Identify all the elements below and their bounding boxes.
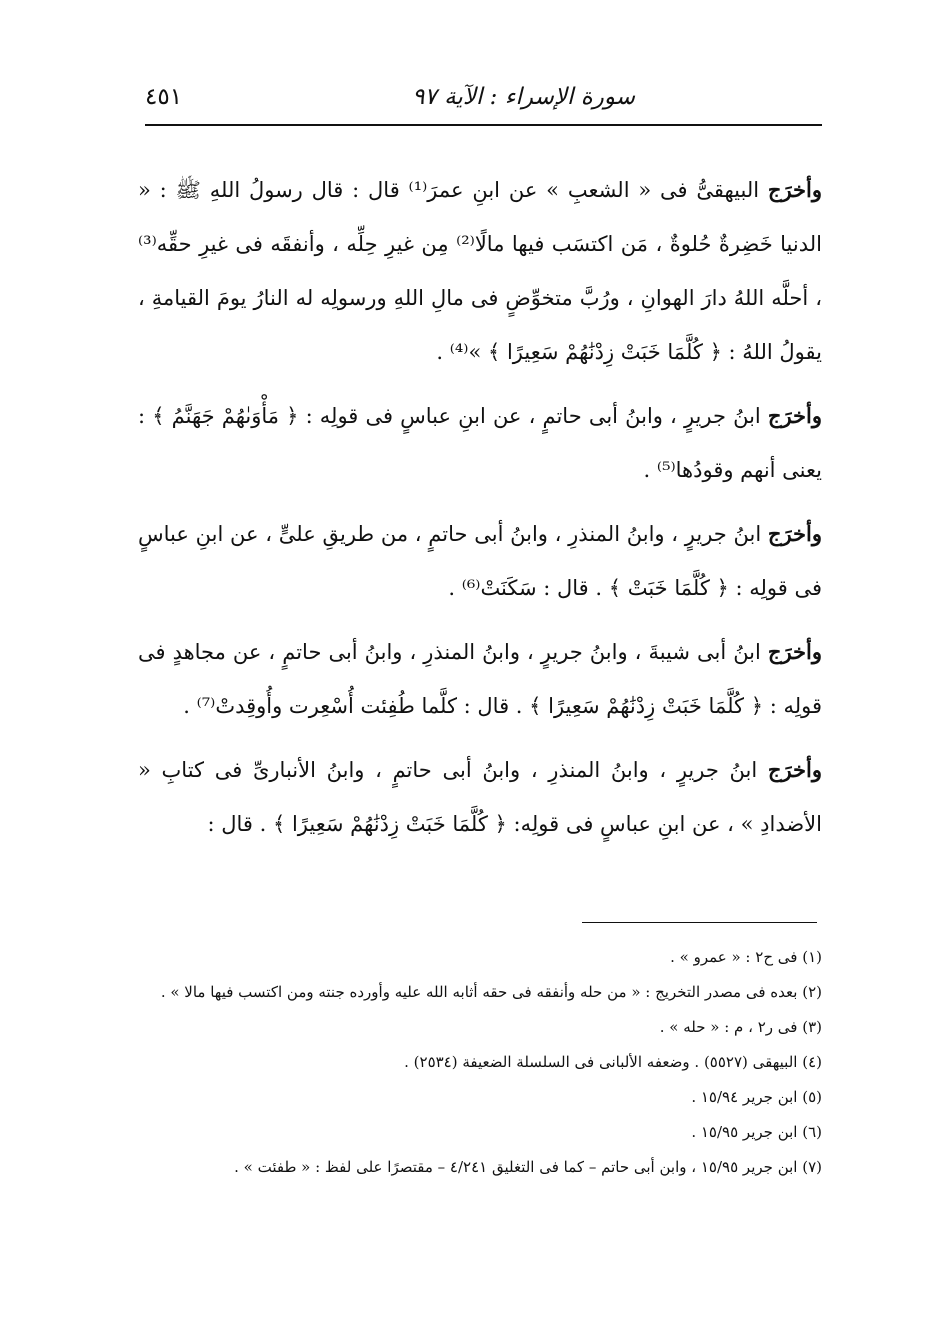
paragraph-lead-word: وأخرَج — [767, 521, 822, 546]
footnote: (١) فى ح٢ : « عمرو » . — [670, 948, 822, 966]
paragraph-text: البيهقىُّ فى « الشعبِ » عن ابنِ عمرَ⁽¹⁾ قال : قال رسولُ اللهِ ﷺ : « الدنيا خَضِرةٌ حُلوةٌ ، مَن اكتسَب فيها مالًا⁽²⁾ مِن غيرِ حِلِّه ، وأنفقَه فى غيرِ حقِّه⁽³⁾ ، أحلَّه اللهُ دارَ الهوانِ ، ورُبَّ متخوِّضٍ فى مالِ اللهِ ورسولِه له النارُ يومَ القيامةِ ، يقولُ اللهُ : ﴿ كُلَّمَا خَبَتْ زِدْنَٰهُمْ سَعِيرًا ﴾ »⁽⁴⁾ . — [138, 178, 822, 364]
header-rule — [145, 124, 822, 126]
footnote: (٦) ابن جرير ١٥/٩٥ . — [691, 1123, 822, 1141]
footnotes — [138, 940, 822, 1185]
paragraph-text: ابنُ جريرٍ ، وابنُ المنذرِ ، وابنُ أبى حاتمٍ ، وابنُ الأنبارىِّ فى كتابِ « الأضدادِ » ، عن ابنِ عباسٍ فى قولِه: ﴿ كُلَّمَا خَبَتْ زِدْنَٰهُمْ سَعِيرًا ﴾ . قال : — [138, 758, 822, 836]
footnote: (٣) فى ر٢ ، م : « حله » . — [659, 1018, 822, 1036]
paragraph — [138, 743, 822, 851]
paragraph-lead-word: وأخرَج — [767, 403, 822, 428]
running-title: سورة الإسراء : الآية ٩٧ — [412, 84, 635, 110]
paragraph-lead-word: وأخرَج — [767, 757, 822, 782]
paragraph — [138, 389, 822, 497]
footnote: (٢) بعده فى مصدر التخريج : « من حله وأنفقه فى حقه أثابه الله عليه وأورده جنته ومن اكتسب فيها مالا » . — [160, 983, 822, 1001]
paragraph-lead-word: وأخرَج — [767, 639, 822, 664]
paragraph — [138, 625, 822, 733]
page-number: ٤٥١ — [145, 84, 183, 110]
paragraph — [138, 163, 822, 379]
paragraph — [138, 507, 822, 615]
footnote-separator — [582, 922, 817, 923]
paragraph-text: ابنُ جريرٍ ، وابنُ المنذرِ ، وابنُ أبى حاتمٍ ، من طريقِ علىٍّ ، عن ابنِ عباسٍ فى قولِه : ﴿ كُلَّمَا خَبَتْ ﴾ . قال : سَكَنَتْ⁽⁶⁾ . — [138, 522, 822, 600]
main-text — [138, 163, 822, 861]
footnote: (٥) ابن جرير ١٥/٩٤ . — [691, 1088, 822, 1106]
paragraph-text: ابنُ جريرٍ ، وابنُ أبى حاتمٍ ، عن ابنِ عباسٍ فى قولِه : ﴿ مَأْوَىٰهُمْ جَهَنَّمُ ﴾ : يعنى أنهم وقودُها⁽⁵⁾ . — [138, 404, 822, 482]
footnote: (٧) ابن جرير ١٥/٩٥ ، وابن أبى حاتم – كما فى التغليق ٤/٢٤١ – مقتصرًا على لفظ : « طفئت » . — [234, 1158, 822, 1176]
paragraph-text: ابنُ أبى شيبةَ ، وابنُ جريرٍ ، وابنُ المنذرِ ، وابنُ أبى حاتمٍ ، عن مجاهدٍ فى قولِه : ﴿ كُلَّمَا خَبَتْ زِدْنَٰهُمْ سَعِيرًا ﴾ . قال : كلَّما طُفِئت أُسْعِرت وأُوقِدتْ⁽⁷⁾ . — [138, 640, 822, 718]
paragraph-lead-word: وأخرَج — [767, 177, 822, 202]
footnote: (٤) البيهقى (٥٥٢٧) . وضعفه الألبانى فى السلسلة الضعيفة (٢٥٣٤) . — [404, 1053, 822, 1071]
running-head — [145, 80, 820, 120]
